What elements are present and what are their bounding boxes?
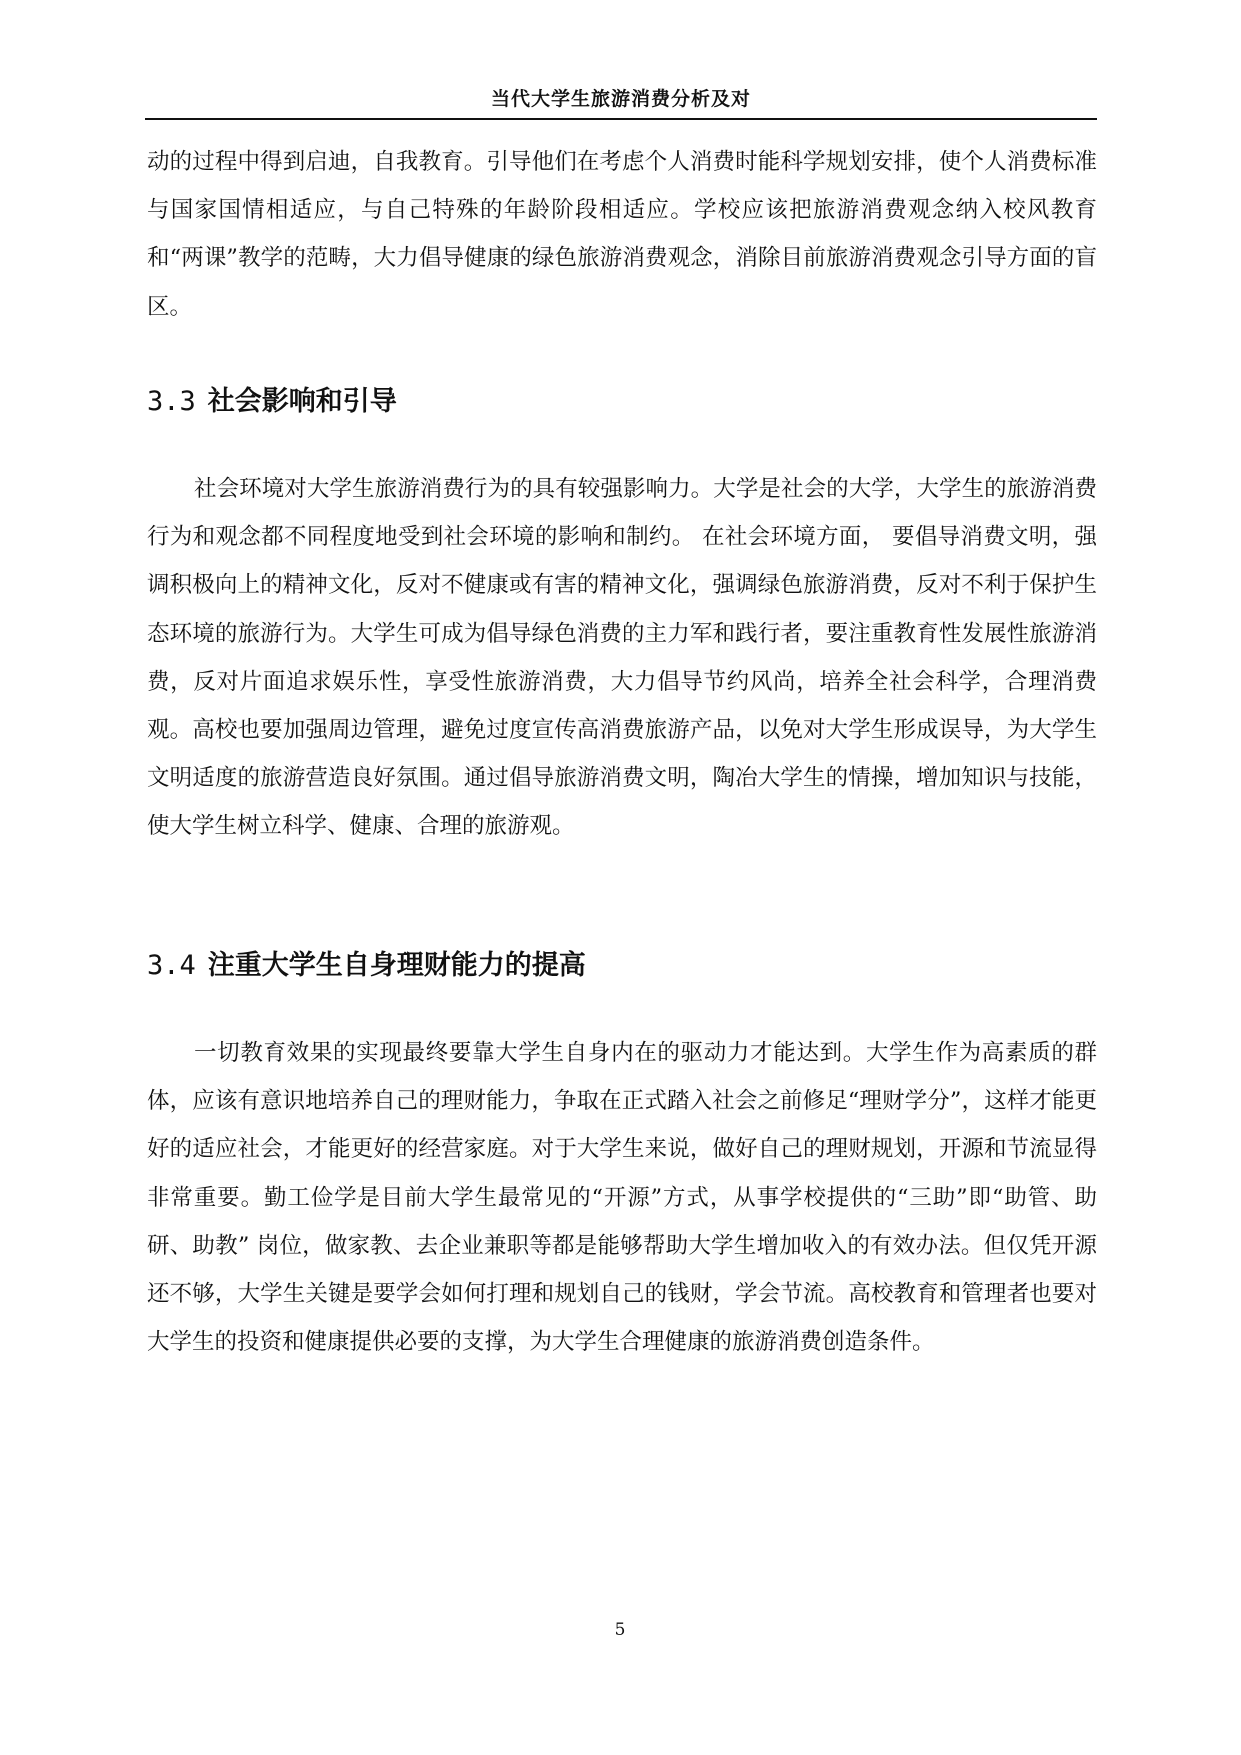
- section-title: 注重大学生自身理财能力的提高: [207, 950, 586, 981]
- continued-paragraph: 动的过程中得到启迪，自我教育。引导他们在考虑个人消费时能科学规划安排，使个人消费标准与国家国情相适应，与自己特殊的年龄阶段相适应。学校应该把旅游消费观念纳入校风教育和“两课”教学的范畴，大力倡导健康的绿色旅游消费观念，消除目前旅游消费观念引导方面的盲区。: [147, 149, 1097, 320]
- section-number: 3.4: [147, 950, 196, 981]
- section-title: 社会影响和引导: [207, 386, 397, 417]
- section-heading-3-3: [147, 384, 397, 420]
- running-header: 当代大学生旅游消费分析及对: [490, 88, 751, 110]
- section-number: 3.3: [147, 386, 196, 417]
- page-number: 5: [614, 1620, 626, 1640]
- header-rule: [145, 118, 1097, 120]
- section-paragraph-3-4: 一切教育效果的实现最终要靠大学生自身内在的驱动力才能达到。大学生作为高素质的群体，应该有意识地培养自己的理财能力，争取在正式踏入社会之前修足“理财学分”，这样才能更好的适应社会，才能更好的经营家庭。对于大学生来说，做好自己的理财规划，开源和节流显得非常重要。勤工俭学是目前大学生最常见的“开源”方式，从事学校提供的“三助”即“助管、助研、助教” 岗位，做家教、去企业兼职等都是能够帮助大学生增加收入的有效办法。但仅凭开源还不够，大学生关键是要学会如何打理和规划自己的钱财，学会节流。高校教育和管理者也要对大学生的投资和健康提供必要的支撑，为大学生合理健康的旅游消费创造条件。: [147, 1040, 1097, 1356]
- section-paragraph-3-3: 社会环境对大学生旅游消费行为的具有较强影响力。大学是社会的大学，大学生的旅游消费行为和观念都不同程度地受到社会环境的影响和制约。 在社会环境方面， 要倡导消费文明，强调积极向上的精神文化，反对不健康或有害的精神文化，强调绿色旅游消费，反对不利于保护生态环境的旅游行为。大学生可成为倡导绿色消费的主力军和践行者，要注重教育性发展性旅游消费，反对片面追求娱乐性，享受性旅游消费，大力倡导节约风尚，培养全社会科学，合理消费观。高校也要加强周边管理，避免过度宣传高消费旅游产品，以免对大学生形成误导，为大学生文明适度的旅游营造良好氛围。通过倡导旅游消费文明，陶冶大学生的情操，增加知识与技能，使大学生树立科学、健康、合理的旅游观。: [147, 476, 1097, 840]
- section-heading-3-4: [147, 948, 586, 984]
